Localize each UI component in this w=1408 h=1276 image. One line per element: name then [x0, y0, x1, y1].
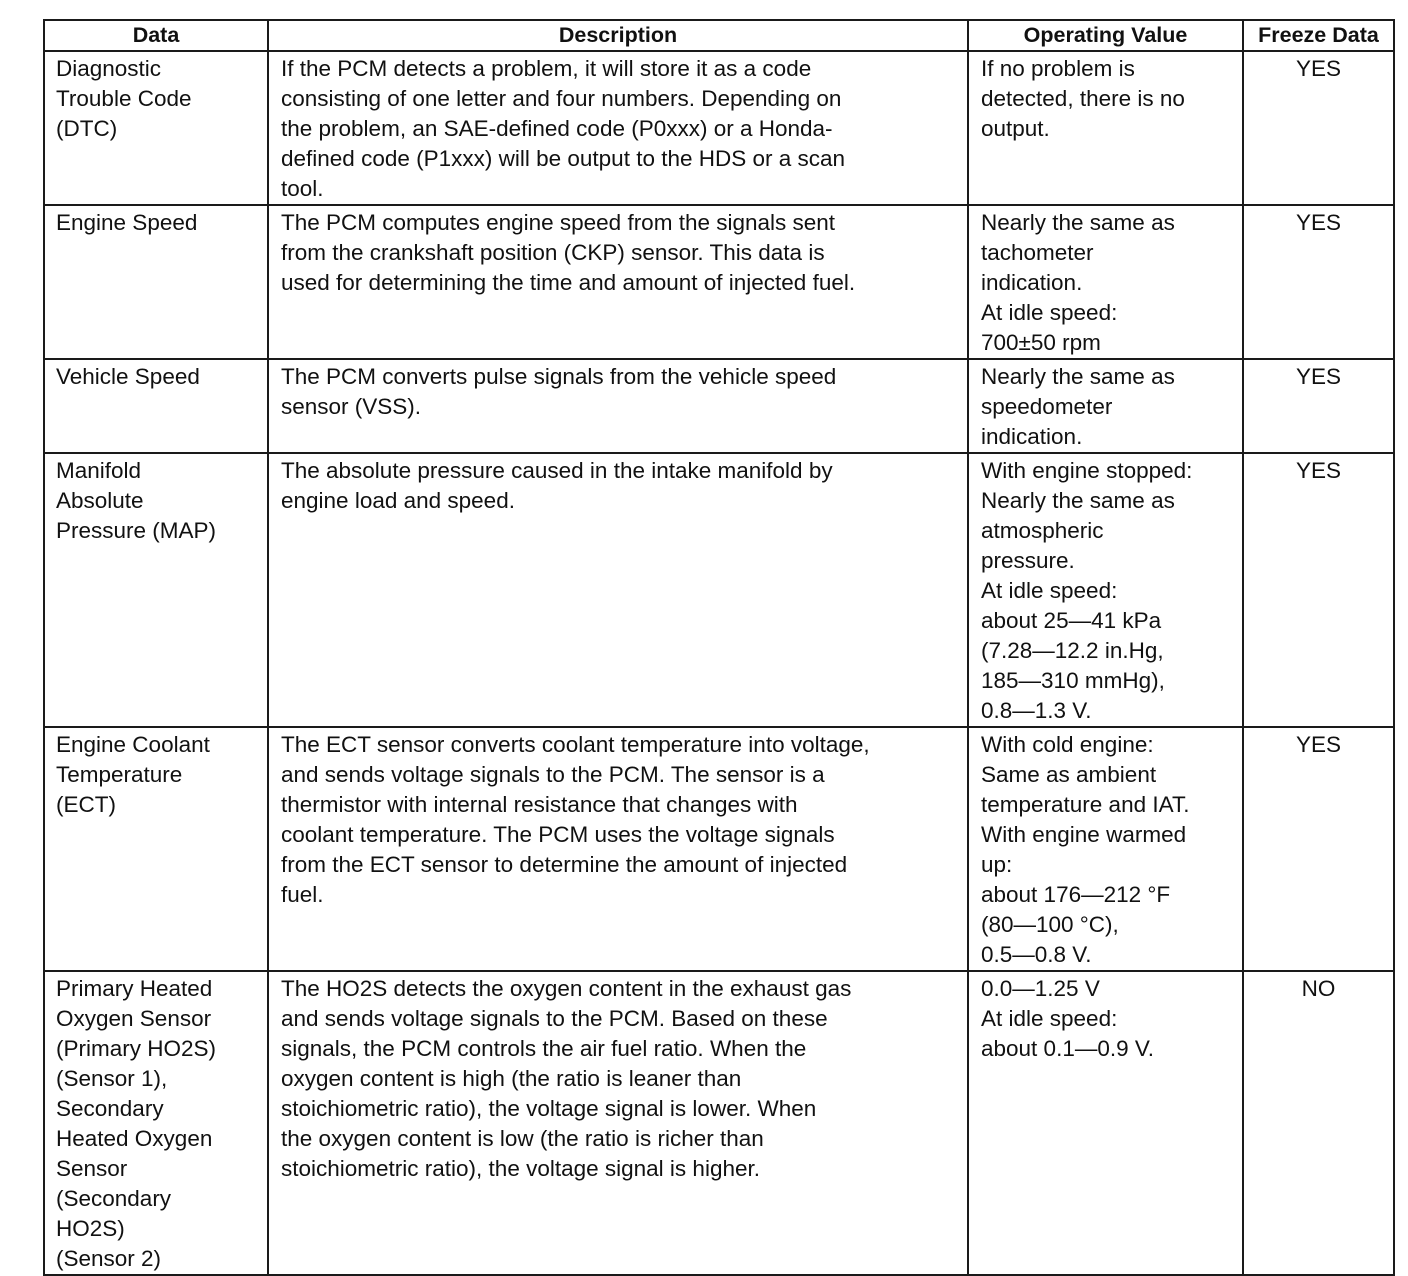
data-line: Engine Speed	[56, 210, 198, 235]
description-line: The absolute pressure caused in the intake manifold by	[281, 458, 833, 483]
data-line: HO2S)	[56, 1216, 125, 1241]
description-line: thermistor with internal resistance that changes with	[281, 792, 798, 817]
operating-value-line: With engine stopped:	[981, 458, 1193, 483]
data-line: Primary Heated	[56, 976, 213, 1001]
operating-value-line: 700±50 rpm	[981, 330, 1101, 355]
operating-value-line: With cold engine:	[981, 732, 1154, 757]
operating-value-line: about 0.1—0.9 V.	[981, 1036, 1155, 1061]
description-line: the problem, an SAE-defined code (P0xxx) or a Honda-	[281, 116, 833, 141]
data-line: (Sensor 1),	[56, 1066, 168, 1091]
header-data: Data	[44, 20, 268, 51]
description-line: stoichiometric ratio), the voltage signal is higher.	[281, 1156, 760, 1181]
operating-value-line: indication.	[981, 424, 1083, 449]
header-row	[44, 20, 1394, 51]
description-line: fuel.	[281, 882, 324, 907]
description-line: stoichiometric ratio), the voltage signal is lower. When	[281, 1096, 817, 1121]
cell-description	[268, 205, 968, 359]
operating-value-line: output.	[981, 116, 1050, 141]
operating-value-line: tachometer	[981, 240, 1094, 265]
description-line: the oxygen content is low (the ratio is richer than	[281, 1126, 764, 1151]
description-line: signals, the PCM controls the air fuel ratio. When the	[281, 1036, 807, 1061]
operating-value-line: up:	[981, 852, 1013, 877]
operating-value-line: about 25—41 kPa	[981, 608, 1162, 633]
cell-data	[44, 51, 268, 205]
operating-value-line: (7.28—12.2 in.Hg,	[981, 638, 1164, 663]
operating-value-line: At idle speed:	[981, 578, 1118, 603]
description-line: and sends voltage signals to the PCM. Based on these	[281, 1006, 828, 1031]
data-line: Engine Coolant	[56, 732, 210, 757]
operating-value-line: pressure.	[981, 548, 1075, 573]
description-line: The ECT sensor converts coolant temperature into voltage,	[281, 732, 870, 757]
cell-freeze-data: NO	[1243, 971, 1394, 1275]
operating-value-line: indication.	[981, 270, 1083, 295]
operating-value-line: At idle speed:	[981, 1006, 1118, 1031]
operating-value-line: 0.8—1.3 V.	[981, 698, 1092, 723]
operating-value-line: 185—310 mmHg),	[981, 668, 1165, 693]
description-line: oxygen content is high (the ratio is leaner than	[281, 1066, 742, 1091]
description-line: consisting of one letter and four numbers. Depending on	[281, 86, 842, 111]
operating-value-line: detected, there is no	[981, 86, 1185, 111]
cell-description	[268, 51, 968, 205]
table-row	[44, 727, 1394, 971]
table-row	[44, 453, 1394, 727]
operating-value-line: atmospheric	[981, 518, 1104, 543]
table-row	[44, 205, 1394, 359]
header-freeze-data: Freeze Data	[1243, 20, 1394, 51]
description-line: The PCM converts pulse signals from the vehicle speed	[281, 364, 837, 389]
operating-value-line: Same as ambient	[981, 762, 1157, 787]
description-line: tool.	[281, 176, 324, 201]
cell-operating-value	[968, 971, 1243, 1275]
data-line: (Secondary	[56, 1186, 172, 1211]
data-line: Manifold	[56, 458, 142, 483]
header-description: Description	[268, 20, 968, 51]
table-row	[44, 51, 1394, 205]
description-line: The PCM computes engine speed from the signals sent	[281, 210, 836, 235]
data-line: Pressure (MAP)	[56, 518, 217, 543]
table-row	[44, 359, 1394, 453]
data-line: Sensor	[56, 1156, 128, 1181]
header-operating-value: Operating Value	[968, 20, 1243, 51]
description-line: used for determining the time and amount of injected fuel.	[281, 270, 856, 295]
description-line: The HO2S detects the oxygen content in the exhaust gas	[281, 976, 852, 1001]
data-line: Oxygen Sensor	[56, 1006, 212, 1031]
description-line: sensor (VSS).	[281, 394, 422, 419]
operating-value-line: temperature and IAT.	[981, 792, 1190, 817]
cell-data	[44, 359, 268, 453]
cell-operating-value	[968, 727, 1243, 971]
cell-data	[44, 205, 268, 359]
data-line: (ECT)	[56, 792, 116, 817]
cell-description	[268, 727, 968, 971]
cell-freeze-data: YES	[1243, 453, 1394, 727]
cell-operating-value	[968, 205, 1243, 359]
cell-description	[268, 971, 968, 1275]
cell-operating-value	[968, 359, 1243, 453]
operating-value-line: speedometer	[981, 394, 1113, 419]
cell-description	[268, 453, 968, 727]
data-line: Vehicle Speed	[56, 364, 200, 389]
description-line: defined code (P1xxx) will be output to the HDS or a scan	[281, 146, 846, 171]
operating-value-line: Nearly the same as	[981, 488, 1175, 513]
operating-value-line: 0.0—1.25 V	[981, 976, 1100, 1001]
operating-value-line: Nearly the same as	[981, 364, 1175, 389]
data-line: Trouble Code	[56, 86, 192, 111]
description-line: If the PCM detects a problem, it will store it as a code	[281, 56, 812, 81]
data-line: Heated Oxygen	[56, 1126, 213, 1151]
operating-value-line: 0.5—0.8 V.	[981, 942, 1092, 967]
description-line: from the crankshaft position (CKP) sensor. This data is	[281, 240, 825, 265]
cell-data	[44, 971, 268, 1275]
cell-operating-value	[968, 51, 1243, 205]
cell-freeze-data: YES	[1243, 727, 1394, 971]
data-line: Secondary	[56, 1096, 164, 1121]
operating-value-line: (80—100 °C),	[981, 912, 1119, 937]
cell-data	[44, 727, 268, 971]
operating-value-line: With engine warmed	[981, 822, 1187, 847]
data-line: Absolute	[56, 488, 144, 513]
cell-freeze-data: YES	[1243, 205, 1394, 359]
data-line: Temperature	[56, 762, 183, 787]
data-line: (Sensor 2)	[56, 1246, 162, 1271]
cell-freeze-data: YES	[1243, 359, 1394, 453]
table-row	[44, 971, 1394, 1275]
description-line: from the ECT sensor to determine the amount of injected	[281, 852, 848, 877]
cell-operating-value	[968, 453, 1243, 727]
description-line: coolant temperature. The PCM uses the voltage signals	[281, 822, 835, 847]
data-line: (DTC)	[56, 116, 118, 141]
operating-value-line: about 176—212 °F	[981, 882, 1171, 907]
pcm-data-table	[43, 19, 1395, 1276]
data-line: Diagnostic	[56, 56, 162, 81]
cell-freeze-data: YES	[1243, 51, 1394, 205]
cell-description	[268, 359, 968, 453]
description-line: engine load and speed.	[281, 488, 515, 513]
operating-value-line: If no problem is	[981, 56, 1135, 81]
data-line: (Primary HO2S)	[56, 1036, 217, 1061]
operating-value-line: At idle speed:	[981, 300, 1118, 325]
cell-data	[44, 453, 268, 727]
description-line: and sends voltage signals to the PCM. The sensor is a	[281, 762, 825, 787]
operating-value-line: Nearly the same as	[981, 210, 1175, 235]
